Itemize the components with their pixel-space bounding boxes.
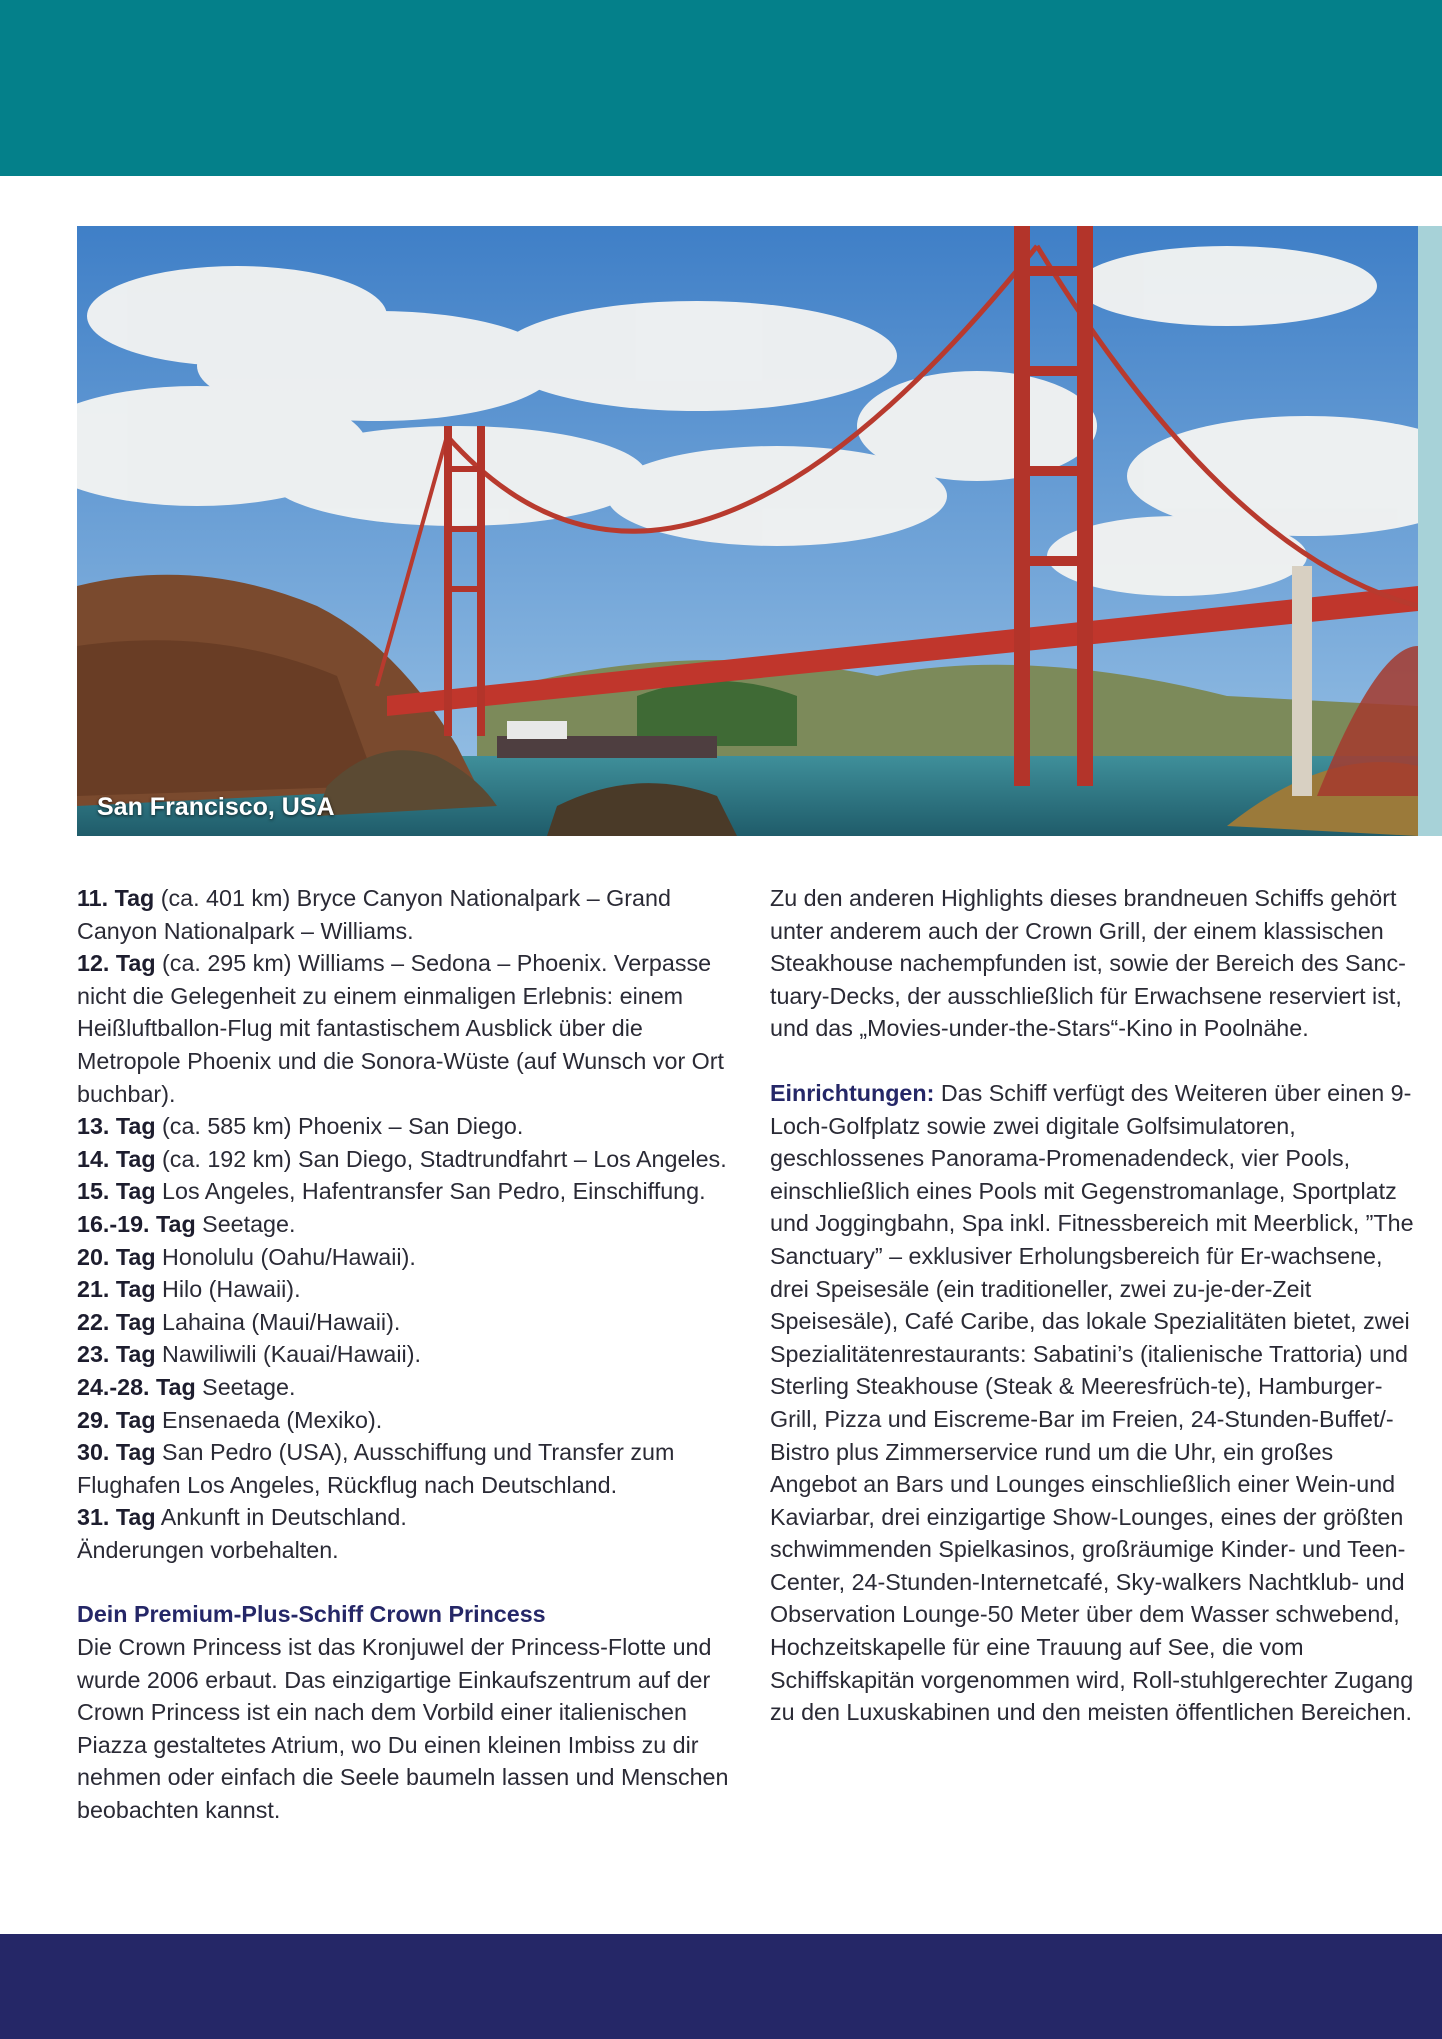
- itinerary-day: [77, 1371, 737, 1404]
- day-text: (ca. 401 km) Bryce Canyon Nationalpark – Grand Canyon Nationalpark – Williams.: [77, 885, 671, 944]
- itinerary-day: [77, 1110, 737, 1143]
- spacer: [770, 1045, 1418, 1077]
- golden-gate-photo: [77, 226, 1418, 836]
- day-text: Honolulu (Oahu/Hawaii).: [155, 1243, 416, 1270]
- day-label: 29. Tag: [77, 1406, 156, 1433]
- itinerary-day: [77, 1143, 737, 1176]
- itinerary-day: [77, 1241, 737, 1274]
- day-label: 31. Tag: [77, 1504, 156, 1531]
- itinerary-day: [77, 1175, 737, 1208]
- header-band: [0, 0, 1442, 176]
- itinerary-day: [77, 882, 737, 947]
- ship-heading: Dein Premium-Plus-Schiff Crown Princess: [77, 1601, 546, 1628]
- day-text: (ca. 192 km) San Diego, Stadtrundfahrt – Los Angeles.: [155, 1145, 727, 1172]
- equipment-heading: Einrichtungen:: [770, 1079, 935, 1106]
- day-label: 11. Tag: [77, 885, 155, 911]
- day-text: Seetage.: [195, 1373, 296, 1400]
- day-label: 15. Tag: [77, 1178, 156, 1205]
- day-text: Los Angeles, Hafentransfer San Pedro, Einschiffung.: [155, 1178, 706, 1205]
- itinerary-day: [77, 1306, 737, 1339]
- changes-note: Änderungen vorbehalten.: [77, 1536, 339, 1563]
- day-text: Lahaina (Maui/Hawaii).: [155, 1308, 401, 1335]
- day-label: 30. Tag: [77, 1439, 156, 1466]
- itinerary-day: [77, 1338, 737, 1371]
- day-label: 14. Tag: [77, 1145, 156, 1172]
- spacer: [77, 1566, 737, 1598]
- itinerary-day: [77, 1501, 737, 1534]
- day-text: San Pedro (USA), Ausschiffung und Transfer zum Flughafen Los Angeles, Rückflug nach Deutschland.: [77, 1439, 675, 1498]
- day-label: 12. Tag: [77, 950, 156, 977]
- itinerary-day: [77, 1436, 737, 1501]
- day-label: 13. Tag: [77, 1113, 156, 1140]
- footer-band: [0, 1934, 1442, 2039]
- day-label: 24.-28. Tag: [77, 1373, 196, 1400]
- day-label: 22. Tag: [77, 1308, 156, 1335]
- itinerary-day: [77, 1208, 737, 1241]
- day-text: Ensenaeda (Mexiko).: [155, 1406, 383, 1433]
- highlights-paragraph: Zu den anderen Highlights dieses brandneuen Schiffs gehört unter anderem auch der Crown Grill, der einem klassischen Steakhouse nachempfunden ist, sowie der Bereich des Sanc-tuary-Decks, der ausschließlich für Erwachsene reserviert ist, und das „Movies-under-the-Stars“-Kino in Poolnähe.: [770, 885, 1406, 1042]
- equipment-text: Das Schiff verfügt des Weiteren über einen 9-Loch-Golfplatz sowie zwei digitale Golfsimulatoren, geschlossenes Panorama-Promenadendeck, vier Pools, einschließlich eines Pools mit Gegenstromanlage, Sportplatz und Joggingbahn, Spa inkl. Fitnessbereich mit Meerblick, ”The Sanctuary” – exklusiver Erholungsbereich für Er-wachsene, drei Speisesäle (ein traditioneller, zwei zu-je-der-Zeit Speisesäle), Café Caribe, das lokale Spezialitäten bietet, zwei Spezialitätenrestaurants: Sabatini’s (italienische Trattoria) und Sterling Steakhouse (Steak & Meeresfrüch-te), Hamburger-Grill, Pizza und Eiscreme-Bar im Freien, 24-Stunden-Buffet/- Bistro plus Zimmerservice rund um die Uhr, ein großes Angebot an Bars und Lounges einschließlich einer Wein-und Kaviarbar, drei einzigartige Show-Lounges, eines der größten schwimmenden Spielkasinos, großräumige Kinder- und Teen-Center, 24-Stunden-Internetcafé, Sky-walkers Nachtklub- und Observation Lounge-50 Meter über dem Wasser schwebend, Hochzeitskapelle für eine Trauung auf See, die vom Schiffskapitän vorgenommen wird, Roll-stuhlgerechter Zugang zu den Luxuskabinen und den meisten öffentlichen Bereichen.: [770, 1079, 1414, 1726]
- itinerary-column: [77, 882, 737, 1827]
- side-accent-bar: [1418, 226, 1442, 836]
- day-text: Hilo (Hawaii).: [155, 1276, 301, 1303]
- day-text: Ankunft in Deutschland.: [155, 1504, 407, 1531]
- equipment-paragraph: [770, 1077, 1418, 1729]
- day-text: (ca. 295 km) Williams – Sedona – Phoenix. Verpasse nicht die Gelegenheit zu einem einmaligen Erlebnis: einem Heißluftballon-Flug mit fantastischem Ausblick über die Metropole Phoenix und die Sonora-Wüste (auf Wunsch vor Ort buchbar).: [77, 950, 725, 1107]
- day-text: (ca. 585 km) Phoenix – San Diego.: [155, 1113, 524, 1140]
- ship-description: Die Crown Princess ist das Kronjuwel der Princess-Flotte und wurde 2006 erbaut. Das einzigartige Einkaufszentrum auf der Crown Princess ist ein nach dem Vorbild einer italienischen Piazza gestaltetes Atrium, wo Du einen kleinen Imbiss zu dir nehmen oder einfach die Seele baumeln lassen und Menschen beobachten kannst.: [77, 1634, 729, 1824]
- day-label: 23. Tag: [77, 1341, 156, 1368]
- day-label: 21. Tag: [77, 1276, 156, 1303]
- itinerary-day: [77, 1273, 737, 1306]
- day-label: 20. Tag: [77, 1243, 156, 1270]
- photo-caption: San Francisco, USA: [97, 793, 335, 821]
- day-text: Nawiliwili (Kauai/Hawaii).: [155, 1341, 421, 1368]
- itinerary-day: [77, 1404, 737, 1437]
- features-column: [770, 882, 1418, 1729]
- itinerary-day: [77, 947, 737, 1110]
- day-text: Seetage.: [195, 1210, 296, 1237]
- day-label: 16.-19. Tag: [77, 1210, 196, 1237]
